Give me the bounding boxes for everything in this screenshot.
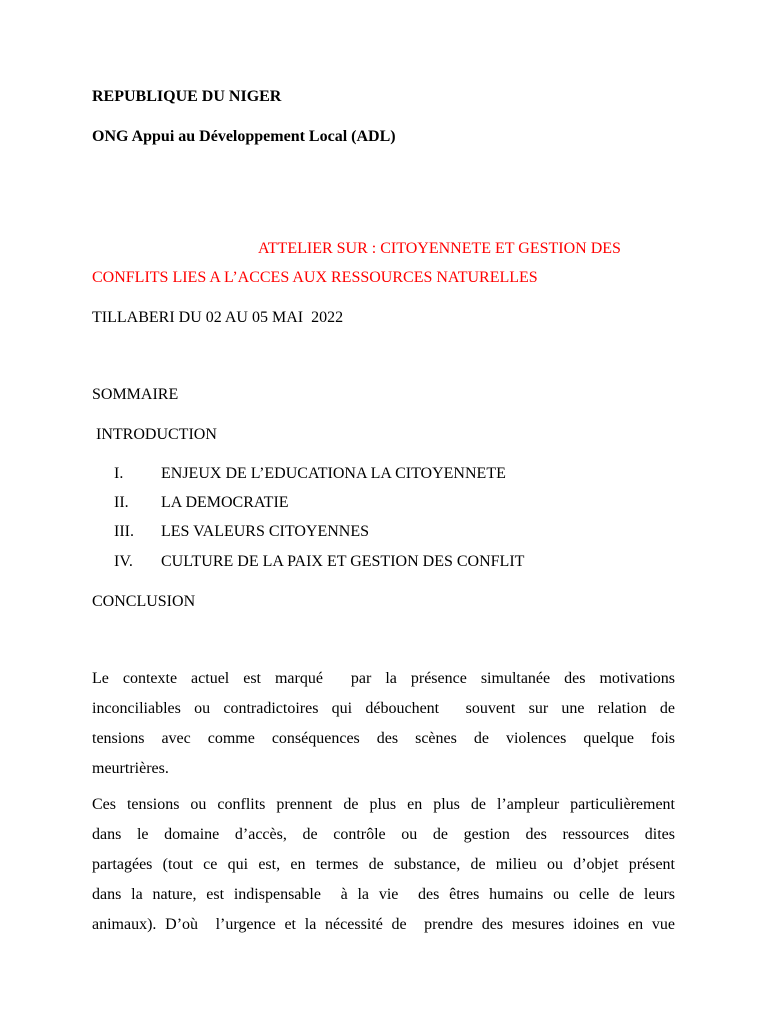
- body-paragraph-2: [92, 790, 675, 940]
- summary-item-label: LA DEMOCRATIE: [161, 494, 289, 511]
- paragraph-line: Le contexte actuel est marqué par la présence simultanée des motivations: [92, 670, 675, 687]
- summary-item-label: CULTURE DE LA PAIX ET GESTION DES CONFLIT: [161, 553, 525, 570]
- summary-item-number: I.: [114, 465, 124, 482]
- paragraph-line: Ces tensions ou conflits prennent de plus en plus de l’ampleur particulièrement: [92, 796, 675, 813]
- paragraph-line: partagées (tout ce qui est, en termes de substance, de milieu ou d’objet présent: [92, 856, 675, 873]
- workshop-title-line-1: ATTELIER SUR : CITOYENNETE ET GESTION DES: [258, 240, 621, 257]
- summary-heading: SOMMAIRE: [92, 386, 179, 403]
- country-heading: REPUBLIQUE DU NIGER: [92, 88, 282, 105]
- place-date: TILLABERI DU 02 AU 05 MAI 2022: [92, 309, 344, 326]
- paragraph-line: dans le domaine d’accès, de contrôle ou de gestion des ressources dites: [92, 826, 675, 843]
- paragraph-line: dans la nature, est indispensable à la vie des êtres humains ou celle de leurs: [92, 886, 675, 903]
- summary-item-number: III.: [114, 523, 134, 540]
- summary-item-label: LES VALEURS CITOYENNES: [161, 523, 370, 540]
- paragraph-line: animaux). D’où l’urgence et la nécessité de prendre des mesures idoines en vue: [92, 916, 675, 933]
- summary-item-number: IV.: [114, 553, 133, 570]
- summary-introduction: INTRODUCTION: [96, 426, 217, 443]
- summary-item-number: II.: [114, 494, 129, 511]
- summary-item-label: ENJEUX DE L’EDUCATIONA LA CITOYENNETE: [161, 465, 506, 482]
- paragraph-line: meurtrières.: [92, 760, 169, 777]
- body-paragraph-1: [92, 664, 675, 784]
- summary-conclusion: CONCLUSION: [92, 593, 196, 610]
- paragraph-line: inconciliables ou contradictoires qui débouchent souvent sur une relation de: [92, 700, 675, 717]
- organization-heading: ONG Appui au Développement Local (ADL): [92, 128, 396, 145]
- paragraph-line: tensions avec comme conséquences des scènes de violences quelque fois: [92, 730, 675, 747]
- workshop-title-line-2: CONFLITS LIES A L’ACCES AUX RESSOURCES NATURELLES: [92, 269, 538, 286]
